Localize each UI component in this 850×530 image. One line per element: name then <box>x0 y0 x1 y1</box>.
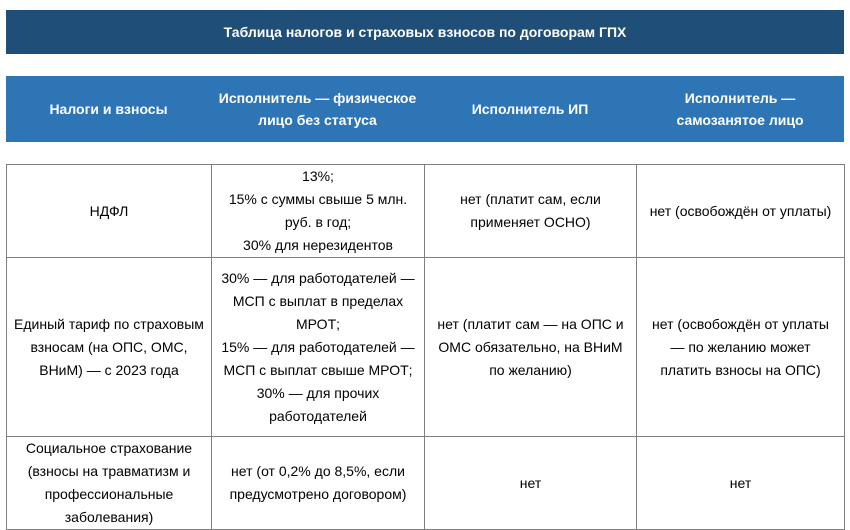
header-individual: Исполнитель — физическое лицо без статуса <box>218 90 417 128</box>
cell-ip <box>425 437 637 530</box>
table-header-row <box>6 76 844 142</box>
cell-individual <box>212 258 425 437</box>
cell-line: ОМС обязательно, на ВНиМ <box>438 338 623 355</box>
cell-tax-name <box>7 258 212 437</box>
table-row-ndfl <box>7 165 845 258</box>
cell-line: взносам (на ОПС, ОМС, <box>30 338 188 355</box>
cell-line: 30% для нерезидентов <box>243 237 393 253</box>
cell-line: МСП с выплат свыше МРОТ; <box>223 361 413 378</box>
table-title: Таблица налогов и страховых взносов по договорам ГПХ <box>6 10 844 54</box>
cell-line: заболевания) <box>64 509 154 525</box>
cell-line: — по желанию может <box>670 338 811 355</box>
cell-ip <box>425 165 637 258</box>
cell-line: Социальное страхование <box>25 440 193 456</box>
cell-line: нет (освобождён от уплаты <box>652 315 829 332</box>
cell-line: нет <box>729 474 752 491</box>
cell-line: платить взносы на ОПС) <box>660 361 821 378</box>
cell-line: нет (платит сам, если <box>460 191 601 207</box>
cell-line: 15% с суммы свыше 5 млн. <box>228 191 408 207</box>
tax-table <box>6 164 845 530</box>
header-taxes: Налоги и взносы <box>49 101 168 117</box>
cell-line: 30% — для работодателей — <box>221 269 415 286</box>
cell-tax-name <box>7 165 212 258</box>
header-ip: Исполнитель ИП <box>471 101 589 117</box>
cell-selfemployed <box>637 258 845 437</box>
cell-line: работодателей <box>269 407 367 424</box>
header-selfemployed: Исполнитель — самозанятое лицо <box>676 90 804 128</box>
cell-line: (взносы на травматизм и <box>27 463 191 479</box>
cell-line: 15% — для работодателей — <box>221 338 415 355</box>
cell-ip <box>425 258 637 437</box>
cell-individual <box>212 165 425 258</box>
cell-line: 13%; <box>302 168 334 184</box>
cell-line: руб. в год; <box>284 214 352 230</box>
cell-line: применяет ОСНО) <box>470 214 591 230</box>
cell-line: НДФЛ <box>89 202 129 219</box>
cell-line: ВНиМ) — с 2023 года <box>39 361 179 378</box>
cell-line: профессиональные <box>44 486 174 502</box>
cell-line: 30% — для прочих <box>256 384 380 401</box>
cell-line: предусмотрено договором) <box>229 486 407 502</box>
cell-selfemployed <box>637 437 845 530</box>
table-row-insurance-tariff <box>7 258 845 437</box>
cell-line: МРОТ; <box>295 315 341 332</box>
cell-selfemployed <box>637 165 845 258</box>
cell-tax-name <box>7 437 212 530</box>
cell-line: нет (платит сам — на ОПС и <box>437 315 624 332</box>
cell-line: по желанию) <box>489 361 572 378</box>
table-row-social-insurance <box>7 437 845 530</box>
cell-individual <box>212 437 425 530</box>
cell-line: Единый тариф по страховым <box>14 315 204 332</box>
cell-line: нет (от 0,2% до 8,5%, если <box>231 463 405 479</box>
cell-line: нет (освобождён от уплаты) <box>649 202 832 219</box>
cell-line: нет <box>519 474 542 491</box>
cell-line: МСП с выплат в пределах <box>232 292 404 309</box>
